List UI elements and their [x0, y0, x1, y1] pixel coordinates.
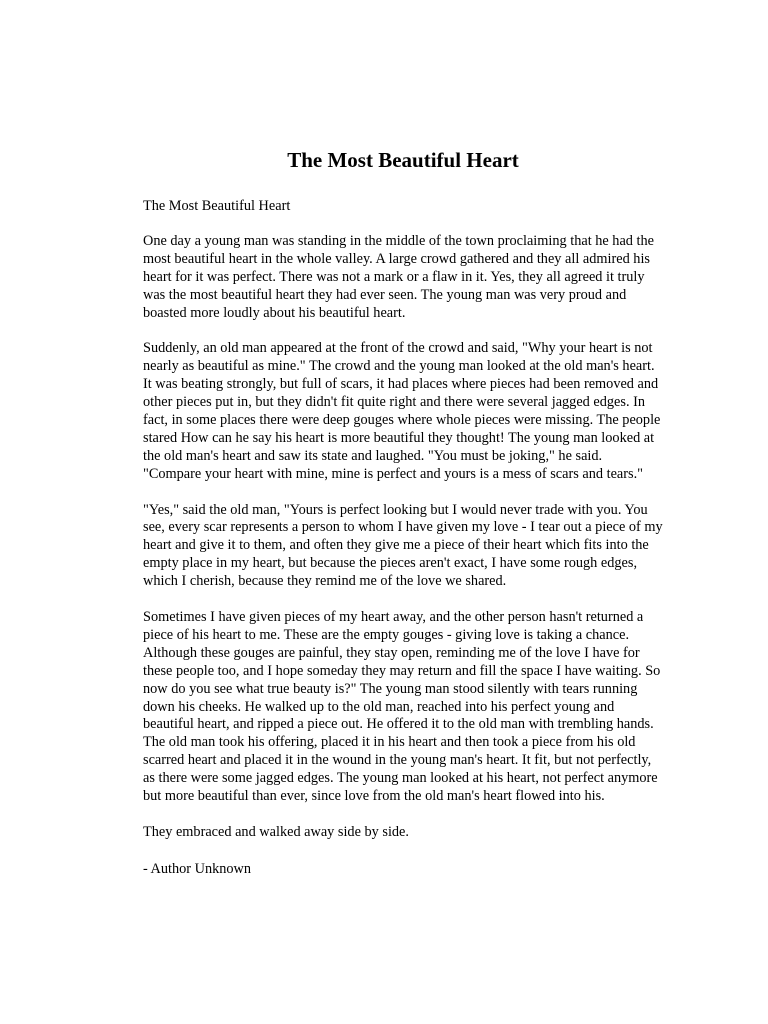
paragraph-5: They embraced and walked away side by side.	[143, 823, 409, 840]
document-title: The Most Beautiful Heart	[287, 148, 519, 172]
paragraph-2: Suddenly, an old man appeared at the front of the crowd and said, "Why your heart is not nearly as beautiful as mine." The crowd and the young man looked at the old man's heart. It was beating strongly, but full of scars, it had places where pieces had been removed and other pieces put in, but they didn't fit quite right and there were several jagged edges. In fact, in some places there were deep gouges where whole pieces were missing. The people stared How can he say his heart is more beautiful they thought! The young man looked at the old man's heart and saw its state and laughed. "You must be joking," he said. "Compare your heart with mine, mine is perfect and yours is a mess of scars and tears."	[143, 340, 661, 482]
paragraph-3: "Yes," said the old man, "Yours is perfect looking but I would never trade with you. You see, every scar represents a person to whom I have given my love - I tear out a piece of my heart and give it to them, and often they give me a piece of their heart which fits into the empty place in my heart, but because the pieces aren't exact, I have some rough edges, which I cherish, because they remind me of the love we shared.	[143, 501, 663, 590]
document-subtitle: The Most Beautiful Heart	[143, 198, 291, 214]
paragraph-1: One day a young man was standing in the middle of the town proclaiming that he had the most beautiful heart in the whole valley. A large crowd gathered and they all admired his heart for it was perfect. There was not a mark or a flaw in it. Yes, they all agreed it truly was the most beautiful heart they had ever seen. The young man was very proud and boasted more loudly about his beautiful heart.	[143, 233, 654, 321]
document-page	[143, 146, 663, 878]
author-signoff: - Author Unknown	[143, 860, 252, 877]
paragraph-4: Sometimes I have given pieces of my heart away, and the other person hasn't returned a piece of his heart to me. These are the empty gouges - giving love is taking a chance. Although these gouges are painful, they stay open, reminding me of the love I have for these people too, and I hope someday they may return and fill the space I have waiting. So now do you see what true beauty is?" The young man stood silently with tears running down his cheeks. He walked up to the old man, reached into his perfect young and beautiful heart, and ripped a piece out. He offered it to the old man with trembling hands. The old man took his offering, placed it in his heart and then took a piece from his old scarred heart and placed it in the wound in the young man's heart. It fit, but not perfectly, as there were some jagged edges. The young man looked at his heart, not perfect anymore but more beautiful than ever, since love from the old man's heart flowed into his.	[143, 608, 661, 805]
